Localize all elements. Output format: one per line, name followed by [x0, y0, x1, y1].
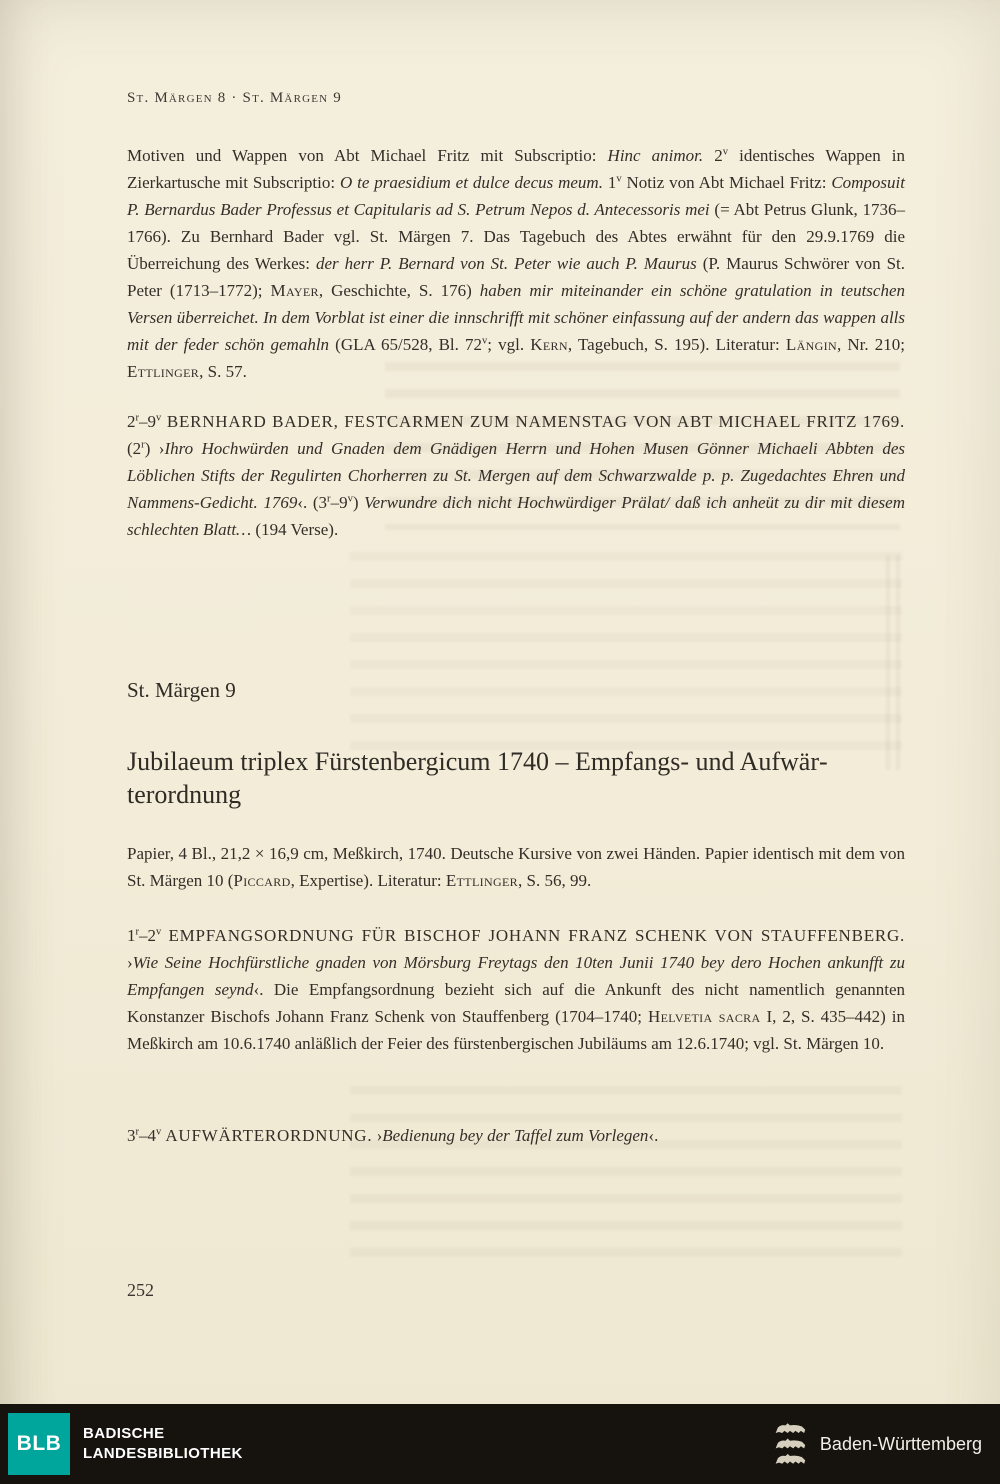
- region-label: Baden-Württemberg: [819, 1433, 982, 1454]
- bleedthrough-texture: [350, 552, 902, 757]
- running-head: St. Märgen 8 · St. Märgen 9: [127, 90, 342, 106]
- entry-physical-description: Papier, 4 Bl., 21,2 × 16,9 cm, Meßkirch, 1740. Deutsche Kursive von zwei Händen. Papier identisch mit dem von St. Märgen 10 (Piccard, Expertise). Literatur: Ettlinger, S. 56, 99.: [127, 844, 905, 890]
- entry-2r-9v-festcarmen: 2$^r$–9$^v$ BERNHARD BADER, FESTCARMEN ZUM NAMENSTAG VON ABT MICHAEL FRITZ 1769. (2$^r$) ›Ihro Hochwürden und Gnaden dem Gnädigen Herrn und Hohen Musen Gönner Michaeli Abbten des Löblichen Stifts der Regulirten Chorherren zu St. Mergen auf dem Schwarzwalde p. p. Zugedachtes Ehren und Nammens-Gedicht. 1769‹. (3$^r$–9$^v$) Verwundre dich nicht Hochwürdiger Prälat/ daß ich anheüt zu dir mit diesem schlechten Blatt… (194 Verse).: [127, 412, 905, 539]
- baden-wuerttemberg-logo: [772, 1421, 982, 1467]
- bleedthrough-texture: [350, 1086, 902, 1271]
- blb-logo: [8, 1413, 70, 1475]
- footer-bar: [0, 1404, 1000, 1484]
- baden-wuerttemberg-coat-of-arms-icon: [772, 1421, 810, 1467]
- entry-st-maergen-8-description: Motiven und Wappen von Abt Michael Fritz mit Subscriptio: Hinc animor. 2$^v$ identisches Wappen in Zierkartusche mit Subscriptio: O te praesidium et dulce decus meum. 1$^v$ Notiz von Abt Michael Fritz: Composuit P. Bernardus Bader Professus et Capitularis ad S. Petrum Nepos d. Antecessoris mei (= Abt Petrus Glunk, 1736–1766). Zu Bernhard Bader vgl. St. Märgen 7. Das Tagebuch des Abtes erwähnt für den 29.9.1769 die Überreichung des Werkes: der herr P. Bernard von St. Peter wie auch P. Maurus (P. Maurus Schwörer von St. Peter (1713–1772); Mayer, Geschichte, S. 176) haben mir miteinander ein schöne gratulation in teutschen Versen überreichet. In dem Vorblat ist einer die innschrifft mit schöner einfassung auf der andern das wappen alls mit der feder schön gemahln (GLA 65/528, Bl. 72$^v$; vgl. Kern, Tagebuch, S. 195). Literatur: Längin, Nr. 210; Ettlinger, S. 57.: [127, 146, 906, 381]
- page-number: 252: [127, 1280, 154, 1300]
- blb-logo-text: BLB: [16, 1432, 62, 1455]
- bleedthrough-texture: [886, 555, 906, 770]
- library-name-line2: LANDESBIBLIOTHEK: [83, 1445, 243, 1462]
- library-name: [83, 1424, 243, 1464]
- entry-1r-2v-empfangsordnung: 1$^r$–2$^v$ EMPFANGSORDNUNG FÜR BISCHOF JOHANN FRANZ SCHENK VON STAUFFENBERG. ›Wie Seine Hochfürstliche gnaden von Mörsburg Freytags den 10ten Junii 1740 bey dero Hochen ankunfft zu Empfangen seynd‹. Die Empfangsordnung bezieht sich auf die Ankunft des nicht namentlich genannten Konstanzer Bischofs Johann Franz Schenk von Stauffenberg (1704–1740; Helvetia sacra I, 2, S. 435–442) in Meßkirch am 10.6.1740 anläßlich der Feier des fürstenbergischen Jubiläums am 12.6.1740; vgl. St. Märgen 10.: [127, 926, 905, 1053]
- library-name-line1: BADISCHE: [83, 1425, 165, 1442]
- section-heading-st-maergen-9: St. Märgen 9: [127, 678, 236, 702]
- entry-3r-4v-aufwaerterordnung: 3$^r$–4$^v$ AUFWÄRTERORDNUNG. ›Bedienung bey der Taffel zum Vorlegen‹.: [127, 1126, 659, 1145]
- entry-title: Jubilaeum triplex Fürstenbergicum 1740 – Empfangs- und Aufwärterordnung: [127, 747, 828, 809]
